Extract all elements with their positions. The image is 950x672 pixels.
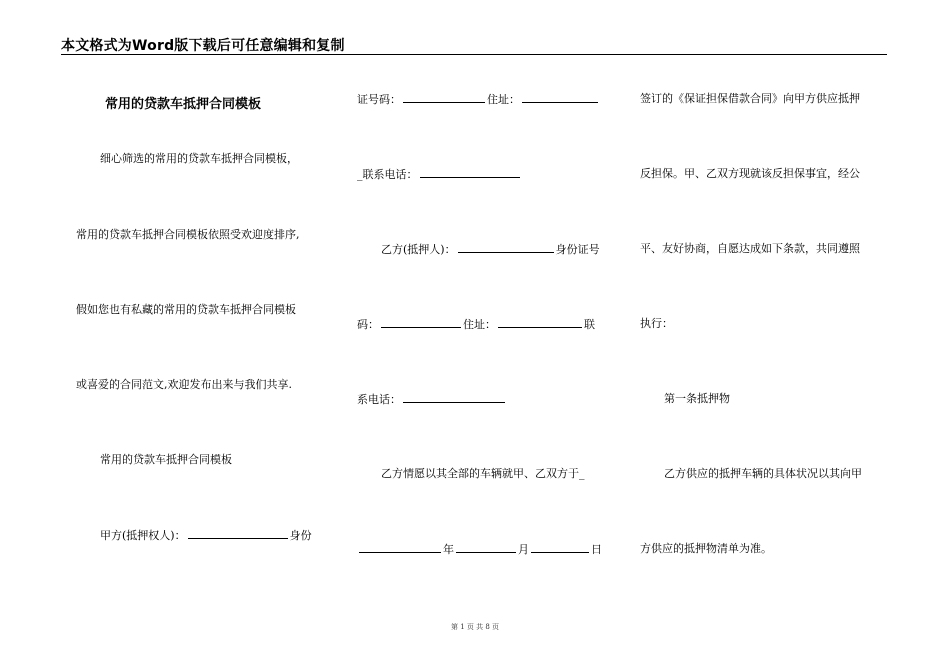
text-line: 签订的《保证担保借款合同》向甲方供应抵押: [640, 92, 860, 105]
text-line: 常用的贷款车抵押合同模板: [100, 453, 232, 466]
party-a-line: [76, 528, 312, 543]
contact-label: 联: [584, 318, 595, 331]
party-a-label: 甲方(抵押权人)：: [100, 529, 186, 542]
date-line: [357, 542, 602, 557]
text-line: 方供应的抵押物清单为准。: [640, 542, 772, 555]
id-number-label: 身份证号: [555, 243, 600, 256]
month-label: 月: [518, 543, 529, 556]
page-number: 第 1 页 共 8 页: [450, 623, 500, 631]
text-line: 细心筛选的常用的贷款车抵押合同模板，: [100, 152, 298, 165]
fill-blank: [403, 392, 505, 403]
fill-blank: [522, 92, 598, 103]
fill-blank: [420, 167, 520, 178]
fill-blank: [403, 92, 485, 103]
party-b-line: [357, 242, 600, 257]
day-label: 日: [591, 543, 602, 556]
text-line: 平、友好协商，自愿达成如下条款，共同遵照: [640, 242, 860, 255]
section-heading: 第一条抵押物: [664, 392, 730, 405]
text-line: 反担保。甲、乙双方现就该反担保事宜，经公: [640, 167, 860, 180]
phone-line-2: [357, 392, 507, 407]
document-title: 常用的贷款车抵押合同模板: [105, 97, 262, 112]
id-address-line: [357, 92, 600, 107]
address-label: 住址：: [487, 93, 520, 106]
column-2: [357, 0, 617, 672]
fill-blank: [188, 528, 288, 539]
fill-blank: [498, 317, 582, 328]
phone-label: _联系电话：: [357, 168, 418, 181]
code-label: 码：: [357, 318, 379, 331]
text-line: 常用的贷款车抵押合同模板依照受欢迎度排序,: [76, 228, 300, 241]
phone-line: [357, 167, 522, 182]
text-line: 或喜爱的合同范文,欢迎发布出来与我们共享.: [76, 378, 292, 391]
year-label: 年: [443, 543, 454, 556]
id-address-line-2: [357, 317, 595, 332]
party-b-label: 乙方(抵押人)：: [381, 243, 456, 256]
fill-blank: [458, 242, 554, 253]
column-1: [76, 0, 326, 672]
text-line: 乙方情愿以其全部的车辆就甲、乙双方于_: [381, 467, 585, 480]
header-text: 本文格式为Word版下载后可任意编辑和复制: [61, 38, 345, 54]
id-label: 身份: [289, 529, 312, 542]
address-label: 住址：: [463, 318, 496, 331]
fill-blank: [456, 542, 516, 553]
column-3: [640, 0, 890, 672]
id-number-label: 证号码：: [357, 93, 401, 106]
phone-label: 系电话：: [357, 393, 401, 406]
fill-blank: [531, 542, 589, 553]
fill-blank: [381, 317, 461, 328]
fill-blank: [359, 542, 441, 553]
text-line: 乙方供应的抵押车辆的具体状况以其向甲: [664, 467, 862, 480]
text-line: 假如您也有私藏的常用的贷款车抵押合同模板: [76, 303, 296, 316]
text-line: 执行：: [640, 317, 673, 330]
